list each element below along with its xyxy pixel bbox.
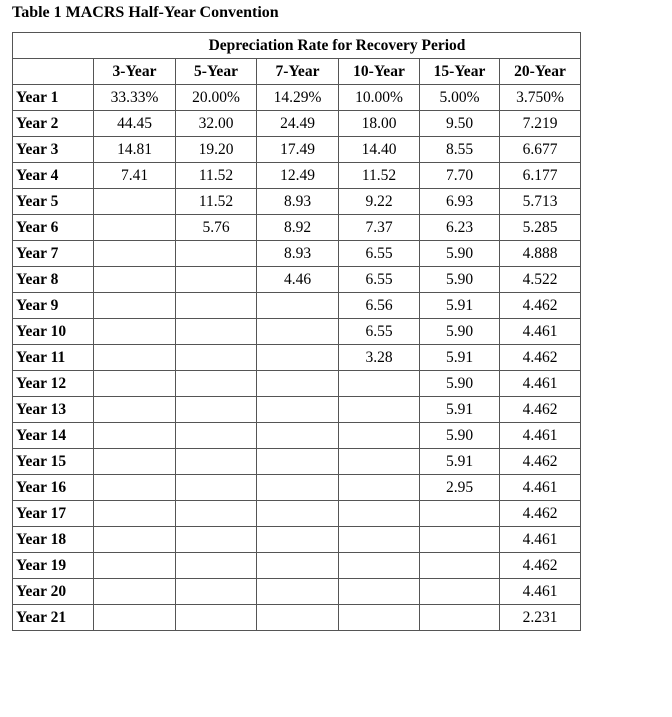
rate-cell	[176, 527, 257, 553]
table-row	[13, 137, 581, 163]
rate-cell: 11.52	[176, 189, 257, 215]
rate-cell	[94, 475, 176, 501]
rate-cell	[257, 605, 339, 631]
rate-cell	[339, 605, 420, 631]
table-row	[13, 449, 581, 475]
column-header: 3-Year	[94, 59, 176, 85]
rate-cell	[339, 449, 420, 475]
rate-cell	[339, 397, 420, 423]
row-label: Year 1	[13, 85, 94, 111]
rate-cell	[339, 371, 420, 397]
table-row	[13, 189, 581, 215]
rate-cell: 6.56	[339, 293, 420, 319]
rate-cell	[94, 449, 176, 475]
rate-cell	[257, 319, 339, 345]
table-row	[13, 397, 581, 423]
rate-cell: 4.46	[257, 267, 339, 293]
rate-cell: 2.231	[500, 605, 581, 631]
rate-cell: 32.00	[176, 111, 257, 137]
rate-cell	[176, 475, 257, 501]
rate-cell	[257, 423, 339, 449]
table-row	[13, 319, 581, 345]
rate-cell: 18.00	[339, 111, 420, 137]
row-label: Year 3	[13, 137, 94, 163]
rate-cell	[176, 267, 257, 293]
rate-cell: 6.23	[420, 215, 500, 241]
rate-cell: 11.52	[176, 163, 257, 189]
row-label: Year 19	[13, 553, 94, 579]
rate-cell	[94, 345, 176, 371]
rate-cell	[94, 553, 176, 579]
rate-cell	[94, 267, 176, 293]
rate-cell: 8.55	[420, 137, 500, 163]
rate-cell: 33.33%	[94, 85, 176, 111]
row-label: Year 15	[13, 449, 94, 475]
row-label: Year 14	[13, 423, 94, 449]
rate-cell	[94, 215, 176, 241]
row-label: Year 7	[13, 241, 94, 267]
rate-cell: 4.462	[500, 501, 581, 527]
rate-cell: 17.49	[257, 137, 339, 163]
row-label: Year 5	[13, 189, 94, 215]
rate-cell	[94, 293, 176, 319]
table-row	[13, 85, 581, 111]
table-row	[13, 579, 581, 605]
rate-cell	[94, 605, 176, 631]
row-label: Year 11	[13, 345, 94, 371]
rate-cell	[176, 501, 257, 527]
row-label-header	[13, 59, 94, 85]
column-header-row	[13, 59, 581, 85]
rate-cell: 5.91	[420, 293, 500, 319]
rate-cell: 5.90	[420, 241, 500, 267]
column-header: 20-Year	[500, 59, 581, 85]
rate-cell	[176, 241, 257, 267]
rate-cell: 9.22	[339, 189, 420, 215]
rate-cell: 3.28	[339, 345, 420, 371]
row-label: Year 17	[13, 501, 94, 527]
rate-cell: 4.888	[500, 241, 581, 267]
rate-cell: 5.00%	[420, 85, 500, 111]
rate-cell	[94, 501, 176, 527]
rate-cell: 5.90	[420, 423, 500, 449]
rate-cell: 4.461	[500, 475, 581, 501]
rate-cell: 4.461	[500, 371, 581, 397]
rate-cell: 7.37	[339, 215, 420, 241]
rate-cell: 44.45	[94, 111, 176, 137]
table-row	[13, 267, 581, 293]
rate-cell	[257, 579, 339, 605]
row-label: Year 20	[13, 579, 94, 605]
rate-cell	[176, 553, 257, 579]
table-row	[13, 111, 581, 137]
rate-cell: 14.29%	[257, 85, 339, 111]
rate-cell	[339, 475, 420, 501]
group-header-row	[13, 33, 581, 59]
table-row	[13, 241, 581, 267]
table-row	[13, 293, 581, 319]
rate-cell: 5.91	[420, 345, 500, 371]
group-header: Depreciation Rate for Recovery Period	[94, 33, 581, 59]
rate-cell: 4.461	[500, 527, 581, 553]
rate-cell	[176, 345, 257, 371]
rate-cell: 4.461	[500, 319, 581, 345]
column-header: 10-Year	[339, 59, 420, 85]
rate-cell	[176, 397, 257, 423]
rate-cell	[94, 241, 176, 267]
rate-cell: 3.750%	[500, 85, 581, 111]
rate-cell: 10.00%	[339, 85, 420, 111]
row-label: Year 18	[13, 527, 94, 553]
rate-cell: 6.55	[339, 241, 420, 267]
table-row	[13, 527, 581, 553]
rate-cell	[257, 449, 339, 475]
rate-cell: 14.40	[339, 137, 420, 163]
rate-cell	[420, 579, 500, 605]
rate-cell	[94, 371, 176, 397]
rate-cell	[339, 501, 420, 527]
table-row	[13, 345, 581, 371]
rate-cell: 8.92	[257, 215, 339, 241]
column-header: 7-Year	[257, 59, 339, 85]
rate-cell: 6.177	[500, 163, 581, 189]
rate-cell: 9.50	[420, 111, 500, 137]
table-row	[13, 371, 581, 397]
rate-cell	[257, 475, 339, 501]
rate-cell: 5.76	[176, 215, 257, 241]
rate-cell: 4.522	[500, 267, 581, 293]
table-row	[13, 423, 581, 449]
rate-cell: 24.49	[257, 111, 339, 137]
rate-cell: 4.462	[500, 553, 581, 579]
row-label: Year 4	[13, 163, 94, 189]
rate-cell	[420, 605, 500, 631]
rate-cell	[176, 319, 257, 345]
rate-cell: 4.461	[500, 579, 581, 605]
rate-cell	[94, 579, 176, 605]
rate-cell	[420, 527, 500, 553]
rate-cell: 12.49	[257, 163, 339, 189]
rate-cell: 6.55	[339, 319, 420, 345]
row-label: Year 6	[13, 215, 94, 241]
rate-cell: 7.219	[500, 111, 581, 137]
rate-cell	[94, 189, 176, 215]
rate-cell: 4.462	[500, 293, 581, 319]
rate-cell: 8.93	[257, 241, 339, 267]
column-header: 15-Year	[420, 59, 500, 85]
rate-cell	[94, 527, 176, 553]
row-label: Year 10	[13, 319, 94, 345]
rate-cell	[339, 527, 420, 553]
row-label: Year 16	[13, 475, 94, 501]
rate-cell	[339, 423, 420, 449]
rate-cell	[257, 345, 339, 371]
rate-cell: 5.90	[420, 371, 500, 397]
table-row	[13, 215, 581, 241]
column-header: 5-Year	[176, 59, 257, 85]
rate-cell: 4.462	[500, 397, 581, 423]
table-title: Table 1 MACRS Half-Year Convention	[12, 4, 279, 21]
rate-cell	[94, 319, 176, 345]
rate-cell	[176, 449, 257, 475]
table-row	[13, 475, 581, 501]
rate-cell	[257, 293, 339, 319]
rate-cell: 8.93	[257, 189, 339, 215]
row-label: Year 12	[13, 371, 94, 397]
rate-cell: 5.285	[500, 215, 581, 241]
rate-cell: 4.462	[500, 449, 581, 475]
rate-cell	[257, 527, 339, 553]
rate-cell: 5.91	[420, 449, 500, 475]
rate-cell	[176, 579, 257, 605]
rate-cell: 20.00%	[176, 85, 257, 111]
rate-cell: 19.20	[176, 137, 257, 163]
table-row	[13, 605, 581, 631]
row-label: Year 13	[13, 397, 94, 423]
row-label: Year 9	[13, 293, 94, 319]
rate-cell: 7.70	[420, 163, 500, 189]
rate-cell: 5.713	[500, 189, 581, 215]
rate-cell	[257, 501, 339, 527]
table-body	[13, 85, 581, 631]
rate-cell	[257, 371, 339, 397]
corner-cell	[13, 33, 94, 59]
rate-cell	[257, 397, 339, 423]
rate-cell	[339, 579, 420, 605]
rate-cell	[420, 553, 500, 579]
rate-cell: 4.461	[500, 423, 581, 449]
rate-cell	[94, 397, 176, 423]
table-row	[13, 501, 581, 527]
row-label: Year 8	[13, 267, 94, 293]
rate-cell: 14.81	[94, 137, 176, 163]
rate-cell	[94, 423, 176, 449]
rate-cell	[339, 553, 420, 579]
rate-cell	[176, 371, 257, 397]
rate-cell: 6.55	[339, 267, 420, 293]
rate-cell	[176, 605, 257, 631]
rate-cell: 5.90	[420, 319, 500, 345]
rate-cell: 5.91	[420, 397, 500, 423]
rate-cell	[176, 293, 257, 319]
row-label: Year 21	[13, 605, 94, 631]
rate-cell: 2.95	[420, 475, 500, 501]
macrs-table	[12, 32, 581, 631]
rate-cell: 5.90	[420, 267, 500, 293]
table-row	[13, 553, 581, 579]
rate-cell: 7.41	[94, 163, 176, 189]
row-label: Year 2	[13, 111, 94, 137]
table-row	[13, 163, 581, 189]
rate-cell	[176, 423, 257, 449]
rate-cell	[420, 501, 500, 527]
rate-cell: 4.462	[500, 345, 581, 371]
rate-cell: 6.677	[500, 137, 581, 163]
rate-cell: 6.93	[420, 189, 500, 215]
rate-cell	[257, 553, 339, 579]
rate-cell: 11.52	[339, 163, 420, 189]
